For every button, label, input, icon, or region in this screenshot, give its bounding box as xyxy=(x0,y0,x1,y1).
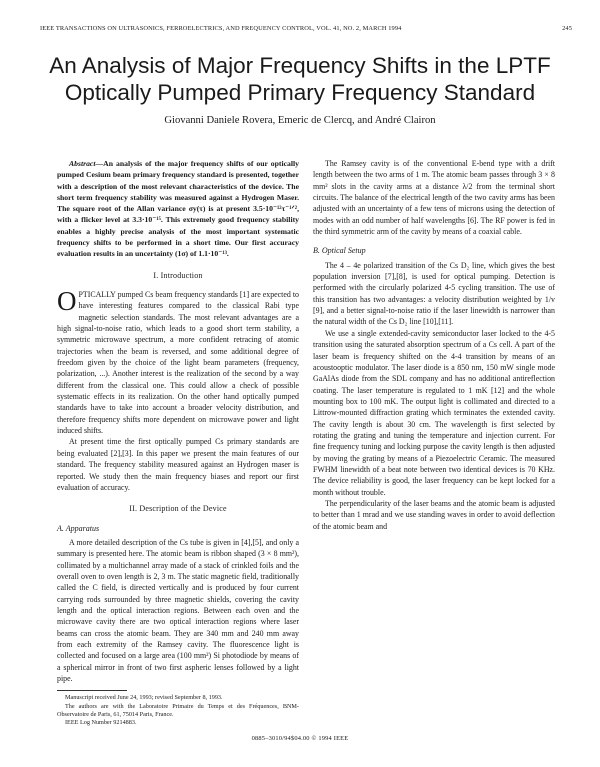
intro-paragraph-2: At present time the first optically pumped Cs primary standards are being evaluated [2],[3]. In this paper we present the main features of our standard. The frequency stability measured against an Hydrogen maser is reported. We study then the main frequency biases and report our first evaluation of accuracy. xyxy=(57,437,299,492)
page-number: 245 xyxy=(562,25,572,32)
footnotes xyxy=(57,694,299,727)
footnote-affiliation: The authors are with the Laboratoire Primaire du Temps et des Fréquences, BNM-Observatoire de Paris, 61, 75014 Paris, France. xyxy=(57,702,299,718)
journal-header: IEEE TRANSACTIONS ON ULTRASONICS, FERROELECTRICS, AND FREQUENCY CONTROL, VOL. 41, NO. 2, MARCH 1994 xyxy=(40,25,402,32)
abstract-lead: Abstract— xyxy=(69,159,104,168)
paper-title-line-2: Optically Pumped Primary Frequency Standard xyxy=(64,80,536,105)
device-paragraph-3: The 4 – 4e polarized transition of the Cs D₂ line, which gives the best population inversion [7],[8], is used for optical pumping. Detection is performed with the circularly polarized 4-5 cycling transition. The use of this transition has two advantages: a velocity distribution weighted by 1/v [9], and a better signal-to-noise ratio if the laser linewidth is narrower than the natural width of the Cs D₂ line [10],[11]. xyxy=(313,260,555,327)
subsection-heading-optical-setup: B. Optical Setup xyxy=(313,246,366,256)
footnote-log-number: IEEE Log Number 9214883. xyxy=(65,718,137,726)
drop-cap: O xyxy=(57,286,77,317)
section-heading-device: II. Description of the Device xyxy=(129,504,227,514)
left-column xyxy=(57,158,299,727)
device-paragraph-2: The Ramsey cavity is of the conventional E-bend type with a drift length between the two arms of 1 m. The atomic beam passes through 3 × 8 mm² slots in the cavity arms at a distance λ/2 from the terminal short circuits. The balance of the electrical length of the two cavity arms has been adjusted with an uncertainty of a few tens of microns using the detection of modes with an odd number of half wavelengths [6]. The RF power is fed in the third symmetric arm of the cavity by means of a coaxial cable. xyxy=(313,159,555,237)
footnote-received: Manuscript received June 24, 1993; revised September 8, 1993. xyxy=(65,694,223,702)
running-head xyxy=(40,25,572,37)
abstract xyxy=(57,158,299,260)
authors: Giovanni Daniele Rovera, Emeric de Clercq, and André Clairon xyxy=(164,115,436,126)
subsection-heading-apparatus: A. Apparatus xyxy=(57,523,100,533)
device-paragraph-1: A more detailed description of the Cs tube is given in [4],[5], and only a summary is presented here. The atomic beam is ribbon shaped (3 × 8 mm²), collimated by a multichannel array made of a stack of crinkled foils and the overall oven to oven length is 2, 3 m. The static magnetic field, traditionally called the C field, is directed vertically and is produced by four current carrying rods surrounded by three magnetic shields, covering the cavity length and the optical interaction regions. Between each oven and the microwave cavity there are two optical interaction regions where laser beams can cross the atomic beam. They are 340 mm and 240 mm away from each extremity of the Ramsey cavity. The fluorescence light is collected and focused on a large area (100 mm²) Si photodiode by means of a spherical mirror in front of two first aspheric lenses followed by a light pipe. xyxy=(57,537,299,684)
copyright-code: 0885–3010/94$04.00 © 1994 IEEE xyxy=(251,735,349,742)
paper-title-line-1: An Analysis of Major Frequency Shifts in the LPTF xyxy=(49,53,551,78)
section-heading-introduction: I. Introduction xyxy=(153,270,203,280)
device-paragraph-5: The perpendicularity of the laser beams and the atomic beam is adjusted to better than 1 mrad and we use standing waves in order to avoid deflection of the atomic beam and xyxy=(313,498,555,531)
right-column xyxy=(313,158,555,532)
intro-paragraph-1-text: PTICALLY pumped Cs beam frequency standards [1] are expected to have interesting features compared to the classical Rabi type magnetic selection standards. The most relevant advantages are a high signal-to-noise ratio, which leads to a good short term stability, a symmetric microwave spectrum, a more confident retracing of atomic trajectories when the beam is reversed, and some additional degree of freedom given by the choice of the light beam parameters (frequency, polarization, ...). Another interest is the realization of the second by a way different from the classical one. This could allow a check of possible systematic effects in its realization. On the other hand optically pumped standards have to take into account a broader velocity distribution, and therefore frequency shifts more dependent on microwave power and light induced shifts. xyxy=(57,290,299,436)
footnote-rule xyxy=(57,690,127,691)
intro-paragraph-1 xyxy=(57,286,299,436)
abstract-text: An analysis of the major frequency shifts of our optically pumped Cesium beam primary frequency standard is presented, together with a description of the most relevant characteristics of the device. The short term frequency stability was measured against a Hydrogen Maser. The square root of the Allan variance σy(τ) is at present 3.5·10⁻¹²τ⁻¹ᐟ², with a flicker level at 3.3·10⁻¹⁵. This extremely good frequency stability enables a highly precise analysis of the most important systematic frequency shifts to be performed in a short time. Our first accuracy evaluation results in an uncertainty (1σ) of 1.1·10⁻¹³. xyxy=(57,159,299,259)
device-paragraph-4: We use a single extended-cavity semiconductor laser locked to the 4-5 transition using the saturated absorption spectrum of a Cs cell. A part of the laser beam is frequency shifted on the 4-4 transition by means of an acoustooptic modulator. The laser diode is a 850 nm, 150 mW single mode GaAlAs diode from the SDL company and has no additional antireflection coating. The laser temperature is regulated to 1 mK [12] and the whole mounting box to 100 mK. The output light is collimated and directed to a Littrow-mounted diffraction grating which terminates the extended cavity. The cavity length is about 30 cm. The wavelength is first selected by rotating the grating and tuning the temperature and injection current. For fine frequency tuning and locking purpose the cavity length is then adjusted by moving the grating by means of a Piezoelectric Ceramic. The measured FWHM linewidth of a beat note between two identical devices is 70 KHz. The device reliability is good, the laser frequency can be kept locked for a month without trouble. xyxy=(313,328,555,497)
